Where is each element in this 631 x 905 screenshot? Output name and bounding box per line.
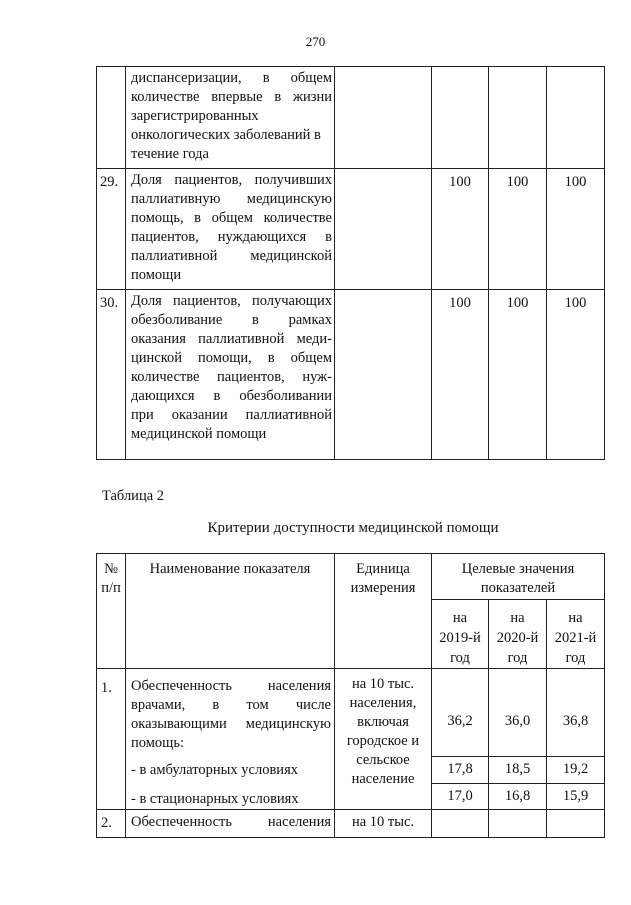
table-row bbox=[97, 669, 605, 757]
value-2021 bbox=[547, 810, 605, 838]
header-number: № п/п bbox=[97, 554, 126, 669]
table-row bbox=[97, 169, 605, 290]
table-row bbox=[97, 290, 605, 460]
indicator-name: Обеспеченность населения bbox=[126, 810, 335, 838]
row-number: 29. bbox=[97, 169, 126, 290]
unit-cell: на 10 тыс. населения, включая городское и сельское население bbox=[335, 669, 432, 810]
unit-cell bbox=[335, 290, 432, 460]
header-year-2019: на 2019-й год bbox=[432, 600, 489, 669]
indicator-name: Доля пациентов, получивших паллиативную медицинскую помощь, в общем количестве пациентов, нуждающихся в паллиативной медицинской помощи bbox=[126, 169, 335, 290]
value-2021 bbox=[547, 67, 605, 169]
sub-item-outpatient: - в амбулаторных условиях bbox=[131, 762, 298, 778]
value-2019: 100 bbox=[432, 169, 489, 290]
value-2020 bbox=[489, 67, 547, 169]
sub-item-inpatient: - в стационарных условиях bbox=[131, 791, 299, 807]
header-target-values: Целевые значения показателей bbox=[432, 554, 605, 600]
value-2019: 17,8 bbox=[432, 756, 489, 783]
table-row bbox=[97, 67, 605, 169]
row-number: 30. bbox=[97, 290, 126, 460]
header-indicator-name: Наименование показателя bbox=[126, 554, 335, 669]
value-2019 bbox=[432, 67, 489, 169]
value-2020: 100 bbox=[489, 290, 547, 460]
page-number: 270 bbox=[305, 34, 326, 49]
indicator-name: Доля пациентов, получающих обезболивание в рамках оказания паллиативной меди- цинской помощи, в общем количестве пациентов, нуж- дающихся в обезболивании при оказании паллиативной медицинской помощи bbox=[126, 290, 335, 460]
value-2021: 19,2 bbox=[547, 756, 605, 783]
value-2020: 100 bbox=[489, 169, 547, 290]
table-title: Критерии доступности медицинской помощи bbox=[207, 520, 499, 536]
unit-cell bbox=[335, 169, 432, 290]
indicator-name: диспансеризации, в общем количестве впервые в жизни зарегистрированных онкологических заболеваний в течение года bbox=[126, 67, 335, 169]
value-2019: 36,2 bbox=[432, 669, 489, 757]
availability-criteria-table bbox=[96, 553, 605, 838]
value-2019: 17,0 bbox=[432, 783, 489, 809]
unit-cell: на 10 тыс. bbox=[335, 810, 432, 838]
value-2020 bbox=[489, 810, 547, 838]
value-2020: 16,8 bbox=[489, 783, 547, 809]
unit-cell bbox=[335, 67, 432, 169]
value-2020: 18,5 bbox=[489, 756, 547, 783]
value-2019: 100 bbox=[432, 290, 489, 460]
header-year-2020: на 2020-й год bbox=[489, 600, 547, 669]
value-2021: 100 bbox=[547, 290, 605, 460]
value-2019 bbox=[432, 810, 489, 838]
row-number: 1. bbox=[97, 669, 126, 810]
row-number bbox=[97, 67, 126, 169]
value-2021: 100 bbox=[547, 169, 605, 290]
indicators-table-continued bbox=[96, 66, 605, 460]
indicator-name: Обеспеченность населения врачами, в том числе оказывающими медицинскую помощь: - в амбулаторных условиях - в стационарных условиях bbox=[126, 669, 335, 810]
value-2020: 36,0 bbox=[489, 669, 547, 757]
value-2021: 15,9 bbox=[547, 783, 605, 809]
value-2021: 36,8 bbox=[547, 669, 605, 757]
row-number: 2. bbox=[97, 810, 126, 838]
header-unit: Единица измерения bbox=[335, 554, 432, 669]
header-row bbox=[97, 554, 605, 600]
table-row bbox=[97, 810, 605, 838]
table-label: Таблица 2 bbox=[102, 488, 165, 504]
header-year-2021: на 2021-й год bbox=[547, 600, 605, 669]
